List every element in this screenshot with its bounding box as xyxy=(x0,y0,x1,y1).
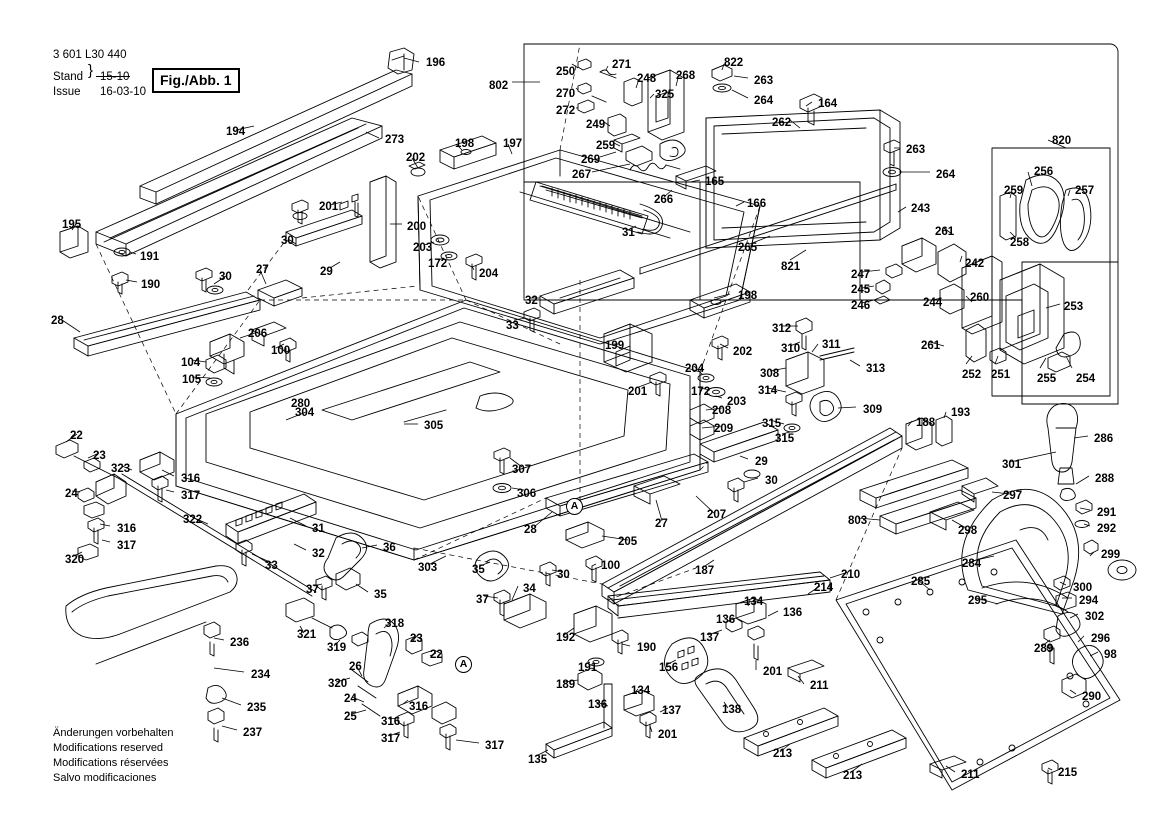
part-callout-255: 255 xyxy=(1037,373,1057,385)
part-callout-201: 201 xyxy=(763,666,783,678)
part-callout-30: 30 xyxy=(765,475,778,487)
part-callout-211: 211 xyxy=(961,769,980,781)
footer-note-de: Änderungen vorbehalten xyxy=(53,727,174,739)
part-callout-172: 172 xyxy=(691,386,711,398)
part-callout-136: 136 xyxy=(588,699,608,711)
part-callout-31: 31 xyxy=(312,523,325,535)
part-callout-263: 263 xyxy=(906,144,926,156)
part-callout-259: 259 xyxy=(596,140,616,152)
part-callout-315: 315 xyxy=(775,433,795,445)
part-callout-269: 269 xyxy=(581,154,601,166)
part-callout-252: 252 xyxy=(962,369,982,381)
part-callout-204: 204 xyxy=(685,363,705,375)
part-callout-267: 267 xyxy=(572,169,592,181)
part-callout-288: 288 xyxy=(1095,473,1115,485)
part-callout-164: 164 xyxy=(818,98,838,110)
part-callout-25: 25 xyxy=(344,711,357,723)
part-callout-298: 298 xyxy=(958,525,978,537)
part-callout-315: 315 xyxy=(762,418,782,430)
part-callout-320: 320 xyxy=(65,554,85,566)
part-callout-317: 317 xyxy=(181,490,201,502)
part-callout-194: 194 xyxy=(226,126,246,138)
issue-label: Issue xyxy=(53,86,81,98)
part-callout-36: 36 xyxy=(383,542,396,554)
part-callout-295: 295 xyxy=(968,595,988,607)
part-callout-201: 201 xyxy=(319,201,339,213)
part-callout-312: 312 xyxy=(772,323,792,335)
part-callout-264: 264 xyxy=(936,169,956,181)
part-callout-105: 105 xyxy=(182,374,202,386)
stand-label: Stand xyxy=(53,71,84,83)
part-callout-100: 100 xyxy=(601,560,621,572)
part-callout-213: 213 xyxy=(843,770,863,782)
part-callout-309: 309 xyxy=(863,404,883,416)
part-callout-207: 207 xyxy=(707,509,727,521)
part-callout-30: 30 xyxy=(219,271,232,283)
part-callout-317: 317 xyxy=(381,733,401,745)
part-callout-313: 313 xyxy=(866,363,886,375)
part-callout-258: 258 xyxy=(1010,237,1030,249)
part-callout-98: 98 xyxy=(1104,649,1117,661)
part-callout-190: 190 xyxy=(637,642,657,654)
part-callout-35: 35 xyxy=(472,564,485,576)
part-callout-136: 136 xyxy=(783,607,803,619)
part-callout-205: 205 xyxy=(618,536,638,548)
part-callout-270: 270 xyxy=(556,88,576,100)
part-callout-236: 236 xyxy=(230,637,250,649)
part-callout-234: 234 xyxy=(251,669,271,681)
part-callout-244: 244 xyxy=(923,297,943,309)
part-callout-302: 302 xyxy=(1085,611,1105,623)
part-callout-261: 261 xyxy=(921,340,941,352)
part-callout-206: 206 xyxy=(248,328,268,340)
part-callout-27: 27 xyxy=(655,518,668,530)
part-callout-289: 289 xyxy=(1034,643,1054,655)
part-callout-104: 104 xyxy=(181,357,201,369)
part-callout-197: 197 xyxy=(503,138,523,150)
part-callout-273: 273 xyxy=(385,134,405,146)
part-callout-264: 264 xyxy=(754,95,774,107)
part-callout-314: 314 xyxy=(758,385,778,397)
part-callout-261: 261 xyxy=(935,226,955,238)
part-callout-235: 235 xyxy=(247,702,267,714)
part-callout-136: 136 xyxy=(716,614,736,626)
part-callout-22: 22 xyxy=(70,430,83,442)
part-callout-196: 196 xyxy=(426,57,446,69)
part-callout-27: 27 xyxy=(256,264,269,276)
part-callout-322: 322 xyxy=(183,514,203,526)
part-callout-192: 192 xyxy=(556,632,576,644)
part-callout-166: 166 xyxy=(747,198,767,210)
part-callout-259: 259 xyxy=(1004,185,1024,197)
part-callout-300: 300 xyxy=(1073,582,1093,594)
part-callout-251: 251 xyxy=(991,369,1011,381)
part-callout-22: 22 xyxy=(430,649,443,661)
part-callout-213: 213 xyxy=(773,748,793,760)
part-callout-37: 37 xyxy=(476,594,489,606)
part-callout-165: 165 xyxy=(705,176,725,188)
part-callout-201: 201 xyxy=(658,729,678,741)
part-callout-32: 32 xyxy=(525,295,538,307)
part-callout-307: 307 xyxy=(512,464,532,476)
part-callout-32: 32 xyxy=(312,548,325,560)
part-callout-285: 285 xyxy=(911,576,931,588)
part-callout-198: 198 xyxy=(455,138,475,150)
part-callout-820: 820 xyxy=(1052,135,1072,147)
part-callout-135: 135 xyxy=(528,754,548,766)
part-callout-257: 257 xyxy=(1075,185,1095,197)
part-callout-23: 23 xyxy=(93,450,106,462)
part-callout-210: 210 xyxy=(841,569,861,581)
brace-icon: } xyxy=(88,62,94,79)
part-callout-188: 188 xyxy=(916,417,936,429)
part-callout-137: 137 xyxy=(662,705,682,717)
part-callout-301: 301 xyxy=(1002,459,1022,471)
part-callout-191: 191 xyxy=(140,251,160,263)
part-callout-297: 297 xyxy=(1003,490,1023,502)
strikethrough-line xyxy=(96,76,130,77)
part-callout-291: 291 xyxy=(1097,507,1117,519)
part-callout-266: 266 xyxy=(654,194,674,206)
part-callout-280: 280 xyxy=(291,398,311,410)
part-callout-30: 30 xyxy=(557,569,570,581)
part-callout-319: 319 xyxy=(327,642,347,654)
part-number: 3 601 L30 440 xyxy=(53,49,127,61)
part-callout-323: 323 xyxy=(111,463,131,475)
part-callout-243: 243 xyxy=(911,203,931,215)
part-callout-156: 156 xyxy=(659,662,679,674)
part-callout-299: 299 xyxy=(1101,549,1121,561)
part-callout-34: 34 xyxy=(523,583,536,595)
part-callout-247: 247 xyxy=(851,269,871,281)
part-callout-33: 33 xyxy=(265,560,278,572)
part-callout-137: 137 xyxy=(700,632,720,644)
part-callout-190: 190 xyxy=(141,279,161,291)
part-callout-265: 265 xyxy=(738,242,758,254)
part-callout-316: 316 xyxy=(381,716,401,728)
part-callout-191: 191 xyxy=(578,662,598,674)
part-callout-201: 201 xyxy=(628,386,648,398)
part-callout-187: 187 xyxy=(695,565,715,577)
part-callout-134: 134 xyxy=(744,596,764,608)
part-callout-316: 316 xyxy=(117,523,137,535)
part-callout-311: 311 xyxy=(822,339,841,351)
part-callout-303: 303 xyxy=(418,562,438,574)
part-callout-100: 100 xyxy=(271,345,291,357)
part-callout-214: 214 xyxy=(814,582,834,594)
part-callout-290: 290 xyxy=(1082,691,1102,703)
part-callout-202: 202 xyxy=(406,152,426,164)
part-callout-29: 29 xyxy=(320,266,333,278)
part-callout-37: 37 xyxy=(306,584,319,596)
part-callout-138: 138 xyxy=(722,704,742,716)
part-callout-203: 203 xyxy=(727,396,747,408)
part-callout-245: 245 xyxy=(851,284,871,296)
section-marker-a: A xyxy=(455,656,472,673)
part-callout-242: 242 xyxy=(965,258,985,270)
part-callout-316: 316 xyxy=(409,701,429,713)
footer-note-en: Modifications reserved xyxy=(53,742,164,754)
part-callout-325: 325 xyxy=(655,89,675,101)
part-callout-321: 321 xyxy=(297,629,317,641)
part-callout-262: 262 xyxy=(772,117,792,129)
part-callout-272: 272 xyxy=(556,105,576,117)
part-callout-26: 26 xyxy=(349,661,362,673)
part-callout-203: 203 xyxy=(413,242,433,254)
part-callout-292: 292 xyxy=(1097,523,1117,535)
part-callout-211: 211 xyxy=(810,680,829,692)
part-callout-294: 294 xyxy=(1079,595,1099,607)
part-callout-821: 821 xyxy=(781,261,801,273)
part-callout-304: 304 xyxy=(295,407,315,419)
part-callout-248: 248 xyxy=(637,73,657,85)
part-callout-209: 209 xyxy=(714,423,734,435)
part-callout-253: 253 xyxy=(1064,301,1084,313)
part-callout-198: 198 xyxy=(738,290,758,302)
part-callout-189: 189 xyxy=(556,679,576,691)
footer-note-es: Salvo modificaciones xyxy=(53,772,157,784)
part-callout-296: 296 xyxy=(1091,633,1111,645)
part-callout-134: 134 xyxy=(631,685,651,697)
part-callout-195: 195 xyxy=(62,219,82,231)
figure-label: Fig./Abb. 1 xyxy=(152,68,240,93)
part-callout-318: 318 xyxy=(385,618,405,630)
part-callout-256: 256 xyxy=(1034,166,1054,178)
part-callout-24: 24 xyxy=(344,693,357,705)
part-callout-33: 33 xyxy=(506,320,519,332)
part-callout-286: 286 xyxy=(1094,433,1114,445)
part-callout-24: 24 xyxy=(65,488,78,500)
part-callout-316: 316 xyxy=(181,473,201,485)
part-callout-310: 310 xyxy=(781,343,801,355)
part-callout-237: 237 xyxy=(243,727,263,739)
part-callout-306: 306 xyxy=(517,488,537,500)
part-callout-200: 200 xyxy=(407,221,427,233)
part-callout-249: 249 xyxy=(586,119,606,131)
part-callout-35: 35 xyxy=(374,589,387,601)
part-callout-29: 29 xyxy=(755,456,768,468)
part-callout-31: 31 xyxy=(622,227,635,239)
part-callout-268: 268 xyxy=(676,70,696,82)
part-callout-23: 23 xyxy=(410,633,423,645)
part-callout-193: 193 xyxy=(951,407,971,419)
footer-note-fr: Modifications réservées xyxy=(53,757,169,769)
part-callout-28: 28 xyxy=(524,524,537,536)
part-callout-803: 803 xyxy=(848,515,868,527)
part-callout-250: 250 xyxy=(556,66,576,78)
part-callout-263: 263 xyxy=(754,75,774,87)
part-callout-284: 284 xyxy=(962,558,982,570)
section-marker-a: A xyxy=(566,498,583,515)
part-callout-172: 172 xyxy=(428,258,448,270)
part-callout-208: 208 xyxy=(712,405,732,417)
part-callout-317: 317 xyxy=(485,740,505,752)
part-callout-317: 317 xyxy=(117,540,137,552)
part-callout-246: 246 xyxy=(851,300,871,312)
part-callout-305: 305 xyxy=(424,420,444,432)
part-callout-320: 320 xyxy=(328,678,348,690)
part-callout-822: 822 xyxy=(724,57,744,69)
part-callout-28: 28 xyxy=(51,315,64,327)
part-callout-802: 802 xyxy=(489,80,509,92)
part-callout-30: 30 xyxy=(281,235,294,247)
part-callout-254: 254 xyxy=(1076,373,1096,385)
part-callout-215: 215 xyxy=(1058,767,1078,779)
part-callout-308: 308 xyxy=(760,368,780,380)
part-callout-271: 271 xyxy=(612,59,632,71)
part-callout-202: 202 xyxy=(733,346,753,358)
part-callout-204: 204 xyxy=(479,268,499,280)
part-callout-199: 199 xyxy=(605,340,625,352)
part-callout-260: 260 xyxy=(970,292,990,304)
issue-date: 16-03-10 xyxy=(100,86,147,98)
